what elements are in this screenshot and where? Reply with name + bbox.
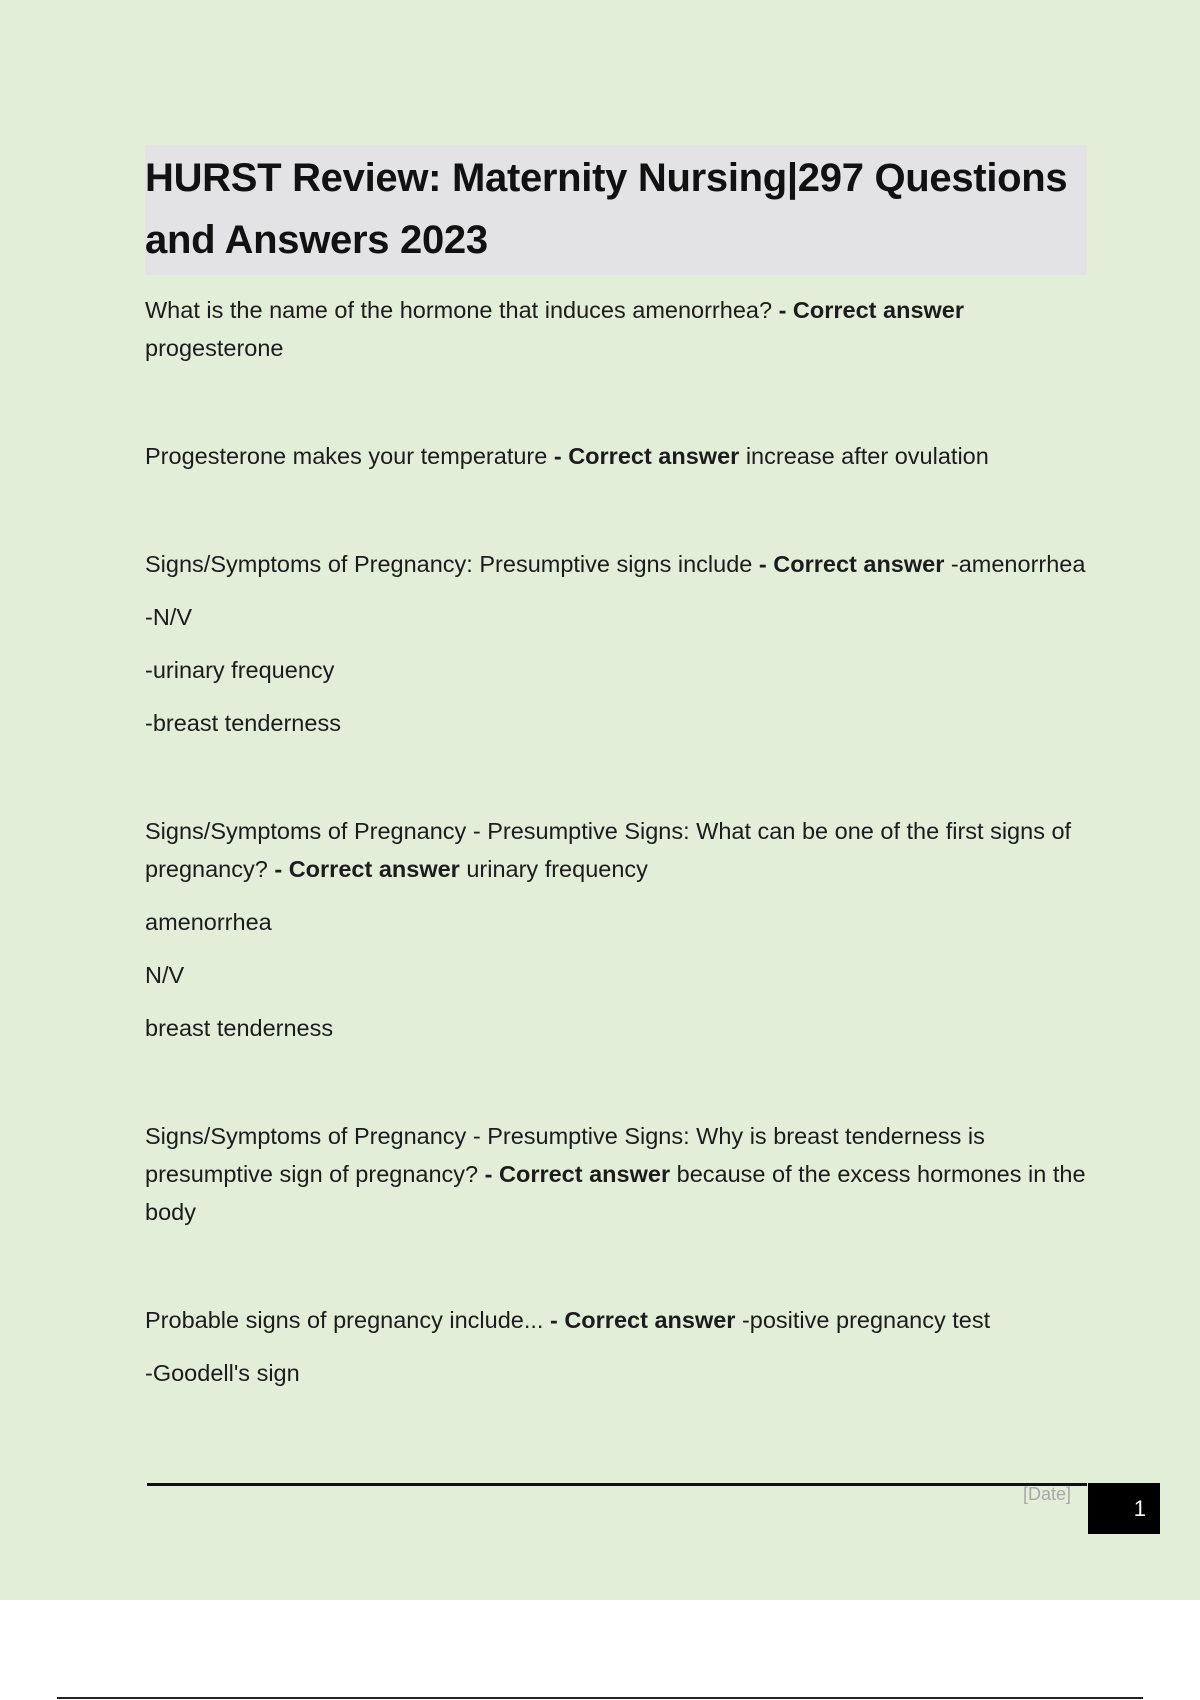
answer-text: -positive pregnancy test [741,1307,991,1333]
qa-question-line [145,545,1087,583]
footer-date-placeholder: [Date] [1022,1484,1071,1504]
correct-answer-marker: - Correct answer [549,1307,736,1333]
correct-answer-marker: - Correct answer [553,443,740,469]
next-page-rule [57,1697,1143,1699]
footer-divider [147,1483,1087,1486]
qa-item [145,1301,1087,1392]
qa-question-line [145,291,1087,367]
page-content [145,145,1087,1392]
answer-extra-line: N/V [145,962,185,988]
qa-question-line [145,1301,1087,1339]
qa-question-line [145,1117,1087,1231]
document-title: HURST Review: Maternity Nursing|297 Questions and Answers 2023 [145,145,1087,275]
qa-item [145,812,1087,1047]
qa-list [145,291,1087,1392]
answer-extra-line: -Goodell's sign [145,1360,300,1386]
answer-text: -amenorrhea [950,551,1086,577]
qa-question-line [145,437,1087,475]
answer-text: because of the excess hormones in the body [145,1161,1086,1225]
qa-question-line [145,812,1087,888]
page-number: 1 [1088,1483,1160,1534]
answer-text: urinary frequency [466,856,648,882]
answer-extra-line: -breast tenderness [145,710,341,736]
question-text: Probable signs of pregnancy include... [145,1307,544,1333]
answer-extra-line: breast tenderness [145,1015,334,1041]
qa-item [145,1117,1087,1231]
qa-item [145,437,1087,475]
correct-answer-marker: - Correct answer [274,856,460,882]
question-text: Signs/Symptoms of Pregnancy: Presumptive signs include [145,551,753,577]
answer-extra-line: amenorrhea [145,909,272,935]
answer-extra-line: -N/V [145,604,192,630]
correct-answer-marker: - Correct answer [484,1161,671,1187]
qa-item [145,291,1087,367]
question-text: What is the name of the hormone that induces amenorrhea? [145,297,773,323]
question-text: Signs/Symptoms of Pregnancy - Presumptive Signs: Why is breast tenderness is presumptive sign of pregnancy? [145,1123,985,1187]
question-text: Progesterone makes your temperature [145,443,548,469]
answer-text: progesterone [145,335,284,361]
question-text: Signs/Symptoms of Pregnancy - Presumptive Signs: What can be one of the first signs of pregnancy? [145,818,1072,882]
qa-item [145,545,1087,742]
correct-answer-marker: - Correct answer [758,551,945,577]
answer-extra-line: -urinary frequency [145,657,335,683]
correct-answer-marker: - Correct answer [778,297,965,323]
answer-text: increase after ovulation [745,443,989,469]
